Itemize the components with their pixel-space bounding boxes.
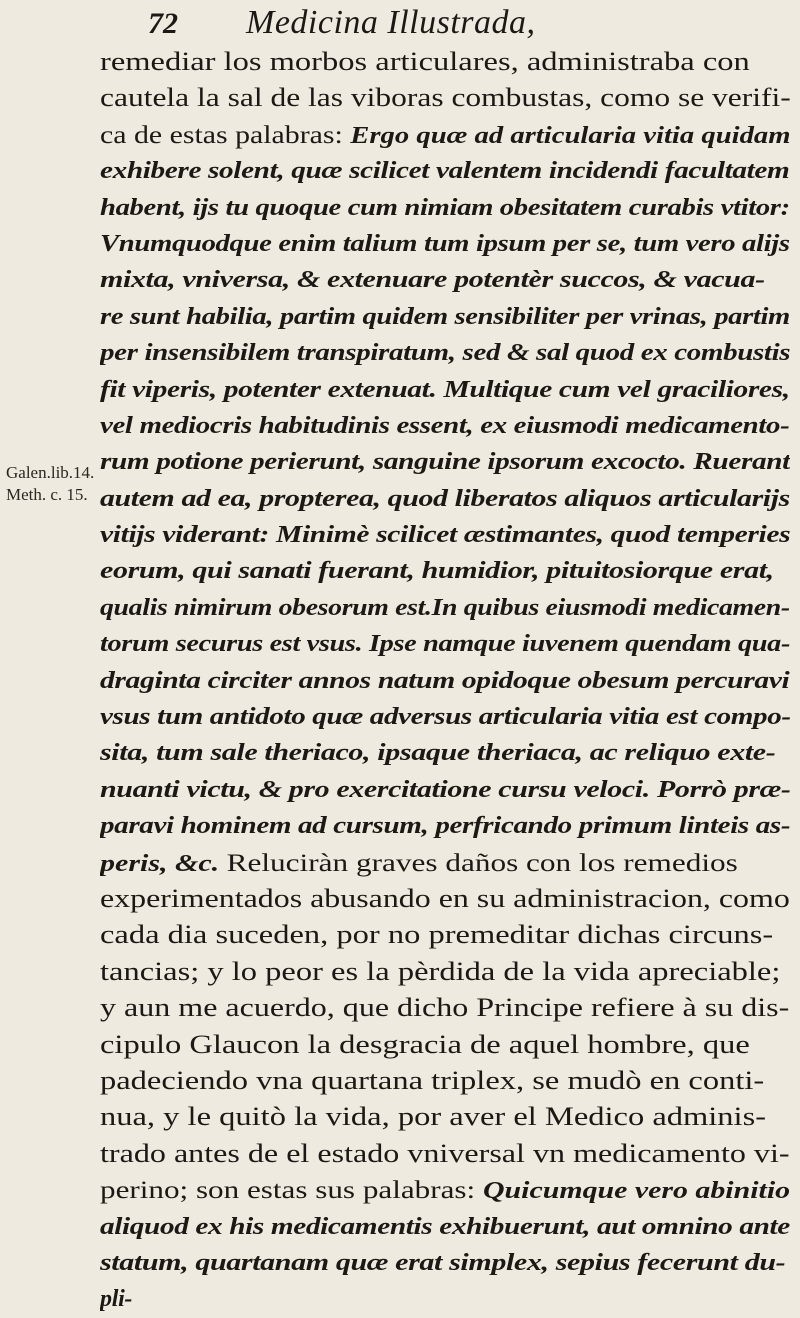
text-line: habent, ijs tu quoque cum nimiam obesitatem curabis vtitor: [100, 194, 790, 221]
text-line: rum potione perierunt, sanguine ipsorum excocto. Ruerant [100, 449, 790, 476]
spanish-text-fragment: ca de estas palabras: [100, 121, 351, 149]
marginal-citation-line: Meth. c. 15. [6, 485, 88, 504]
body-text [100, 44, 790, 1318]
text-line: tancias; y lo peor es la pèrdida de la vida apreciable; [100, 956, 781, 986]
text-line: eorum, qui sanati fuerant, humidior, pituitosiorque erat, [100, 558, 774, 585]
text-line: pli- [100, 1286, 133, 1313]
latin-quote-fragment: peris, &c. [100, 850, 227, 877]
text-line: padeciendo vna quartana triplex, se mudò en conti- [100, 1065, 765, 1095]
text-line: exhibere solent, quæ scilicet valentem incidendi facultatem [100, 158, 790, 185]
latin-quote-fragment: Quicumque vero abinitio [482, 1178, 790, 1205]
text-line: sita, tum sale theriaco, ipsaque theriaca, ac reliquo exte- [100, 740, 776, 767]
page-number: 72 [148, 7, 178, 40]
text-line: experimentados abusando en su administracion, como [100, 883, 790, 913]
text-line: Vnumquodque enim talium tum ipsum per se, tum vero alijs [100, 230, 790, 257]
text-line: cipulo Glaucon la desgracia de aquel hombre, que [100, 1029, 750, 1059]
marginal-citation-line: Galen.lib.14. [6, 463, 95, 482]
spanish-text-fragment: perino; son estas sus palabras: [100, 1177, 483, 1205]
text-line [100, 845, 790, 881]
text-line: nua, y le quitò la vida, por aver el Medico adminis- [100, 1102, 767, 1132]
text-line: remediar los morbos articulares, administraba con [100, 47, 750, 76]
text-line: torum securus est vsus. Ipse namque iuvenem quendam qua- [100, 631, 790, 658]
text-line [100, 1172, 790, 1208]
page-header [140, 4, 700, 44]
text-line: aliquod ex his medicamentis exhibuerunt, aut omnino ante [100, 1213, 790, 1240]
text-line: vitijs viderant: Minimè scilicet æstimantes, quod temperies [100, 522, 790, 549]
text-line: fit viperis, potenter extenuat. Multique cum vel graciliores, [100, 376, 790, 403]
text-line: per insensibilem transpiratum, sed & sal quod ex combustis [100, 340, 790, 367]
text-line [100, 117, 790, 153]
text-line: trado antes de el estado vniversal vn medicamento vi- [100, 1138, 790, 1168]
spanish-text-fragment: Reluciràn graves daños con los remedios [226, 849, 738, 877]
running-title: Medicina Illustrada, [246, 4, 536, 41]
text-line: qualis nimirum obesorum est.In quibus eiusmodi medicamen- [100, 594, 790, 621]
text-line: y aun me acuerdo, que dicho Principe refiere à su dis- [100, 993, 790, 1023]
text-line: nuanti victu, & pro exercitatione cursu veloci. Porrò præ- [100, 776, 791, 803]
text-line: cautela la sal de las viboras combustas, como se verifi- [100, 83, 791, 113]
text-line: mixta, vniversa, & extenuare potentèr succos, & vacua- [100, 267, 765, 294]
text-line: re sunt habilia, partim quidem sensibiliter per vrinas, partim [100, 303, 790, 330]
text-line: vsus tum antidoto quæ adversus articularia vitia est compo- [100, 704, 791, 731]
text-line: statum, quartanam quæ erat simplex, sepius fecerunt du- [100, 1249, 786, 1276]
text-line: draginta circiter annos natum opidoque obesum percuravi [100, 667, 790, 694]
marginal-citation [6, 462, 94, 506]
text-line: vel mediocris habitudinis essent, ex eiusmodi medicamento- [100, 412, 790, 439]
text-line: cada dia suceden, por no premeditar dichas circuns- [100, 920, 774, 950]
text-line: autem ad ea, propterea, quod liberatos aliquos articularijs [100, 485, 790, 512]
text-line: paravi hominem ad cursum, perfricando primum linteis as- [100, 813, 791, 840]
latin-quote-fragment: Ergo quæ ad articularia vitia quidam [350, 122, 791, 149]
